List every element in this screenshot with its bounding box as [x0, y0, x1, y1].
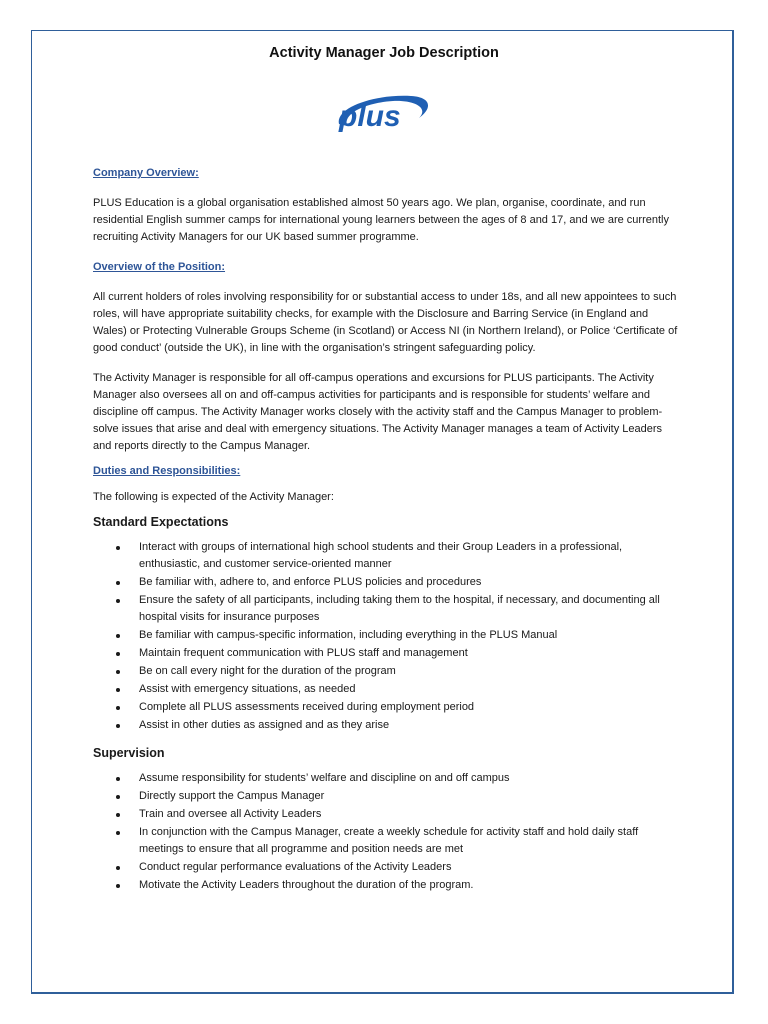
list-item: In conjunction with the Campus Manager, create a weekly schedule for activity staff and hold daily staff meetings to ensure that all programme and position needs are met — [93, 824, 683, 858]
position-overview-heading: Overview of the Position: — [93, 261, 226, 273]
bullet-icon — [116, 706, 120, 710]
bullet-icon — [116, 777, 120, 781]
list-item: Ensure the safety of all participants, including taking them to the hospital, if necessary, and documenting all hospital visits for insurance purposes — [93, 592, 683, 626]
list-item: Train and oversee all Activity Leaders — [93, 806, 683, 823]
bullet-icon — [116, 634, 120, 638]
list-item: Be familiar with campus-specific information, including everything in the PLUS Manual — [93, 627, 683, 644]
list-item: Motivate the Activity Leaders throughout the duration of the program. — [93, 877, 683, 894]
logo-wordmark: plus — [339, 100, 401, 133]
list-item: Complete all PLUS assessments received during employment period — [93, 699, 683, 716]
list-item: Interact with groups of international high school students and their Group Leaders in a professional, enthusiastic, and customer service-oriented manner — [93, 539, 683, 573]
bullet-icon — [116, 813, 120, 817]
bullet-icon — [116, 884, 120, 888]
bullet-icon — [116, 831, 120, 835]
list-item: Be on call every night for the duration of the program — [93, 663, 683, 680]
list-item: Conduct regular performance evaluations of the Activity Leaders — [93, 859, 683, 876]
company-overview-text: PLUS Education is a global organisation established almost 50 years ago. We plan, organise, coordinate, and run residential English summer camps for international young learners between the ages of 8 and 17, and we are currently recruiting Activity Managers for our UK based summer programme. — [93, 197, 669, 243]
list-item: Assist in other duties as assigned and as they arise — [93, 717, 683, 734]
company-overview-heading: Company Overview: — [93, 167, 199, 179]
list-item: Assume responsibility for students’ welfare and discipline on and off campus — [93, 770, 683, 787]
list-item: Maintain frequent communication with PLUS staff and management — [93, 645, 683, 662]
bullet-icon — [116, 652, 120, 656]
document-body — [93, 165, 683, 905]
bullet-icon — [116, 546, 120, 550]
position-overview-paragraph-1: All current holders of roles involving responsibility for or substantial access to under 18s, and all new appointees to such roles, will have appropriate suitability checks, for example with the Disclosure and Barring Service (in England and Wales) or Protecting Vulnerable Groups Scheme (in Scotland) or Access NI (in Northern Ireland), or Police ‘Certificate of good conduct’ (outside the UK), in line with the organisation’s stringent safeguarding policy. — [93, 291, 678, 354]
list-item: Assist with emergency situations, as needed — [93, 681, 683, 698]
bullet-icon — [116, 866, 120, 870]
supervision-title: Supervision — [93, 746, 165, 760]
supervision-list — [93, 770, 683, 894]
plus-logo — [333, 86, 433, 140]
bullet-icon — [116, 688, 120, 692]
standard-expectations-title: Standard Expectations — [93, 515, 229, 529]
bullet-icon — [116, 599, 120, 603]
position-overview-paragraph-2: The Activity Manager is responsible for all off-campus operations and excursions for PLUS participants. The Activity Manager also oversees all on and off-campus activities for participants and is responsible for students’ welfare and discipline off campus. The Activity Manager works closely with the activity staff and the Campus Manager to problem-solve issues that arise and deal with emergency situations. The Activity Manager manages a team of Activity Leaders and reports directly to the Campus Manager. — [93, 372, 663, 452]
list-item: Be familiar with, adhere to, and enforce PLUS policies and procedures — [93, 574, 683, 591]
standard-expectations-list — [93, 539, 683, 734]
list-item: Directly support the Campus Manager — [93, 788, 683, 805]
document-title: Activity Manager Job Description — [269, 45, 499, 61]
bullet-icon — [116, 581, 120, 585]
duties-heading: Duties and Responsibilities: — [93, 465, 241, 477]
bullet-icon — [116, 724, 120, 728]
bullet-icon — [116, 670, 120, 674]
duties-intro: The following is expected of the Activity Manager: — [93, 491, 334, 503]
bullet-icon — [116, 795, 120, 799]
